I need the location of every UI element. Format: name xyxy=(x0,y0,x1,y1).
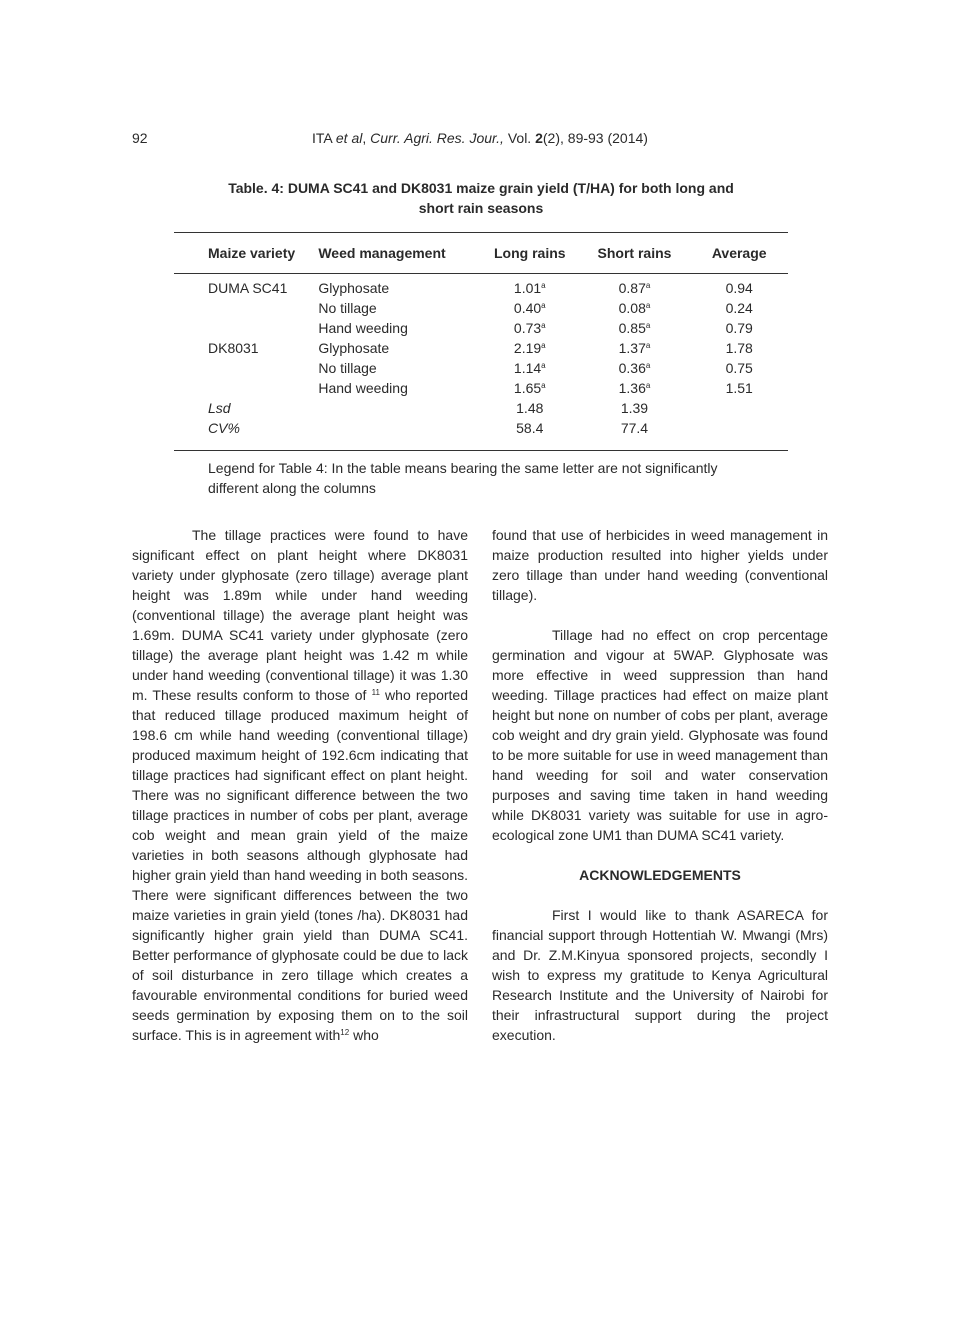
table-bottom-rule xyxy=(174,450,788,451)
cell-long-value: 2.19 xyxy=(513,340,542,356)
table-row xyxy=(174,298,788,318)
col-header-short: Short rains xyxy=(597,245,672,261)
cell-short-value: 0.85 xyxy=(618,320,646,336)
cell-short-value: 1.36 xyxy=(618,380,646,396)
left-text-1: The tillage practices were found to have significant effect on plant height where DK8031 variety under glyphosate (zero tillage) average plant height was 1.89m while under hand weeding (conventional tillage) the average plant height was 1.69m. DUMA SC41 variety under glyphosate (zero tillage) the average plant height was 1.42 m while under hand weeding (conventional tillage) it was 1.30 m. These results conform to those of xyxy=(132,527,468,703)
table-grid xyxy=(174,233,788,273)
lsd-long: 1.48 xyxy=(516,400,544,416)
cell-long xyxy=(481,378,579,398)
cell-long xyxy=(481,278,579,298)
table-header-row xyxy=(174,233,788,273)
cell-variety: DK8031 xyxy=(208,340,259,356)
cell-short xyxy=(579,358,691,378)
body-paragraph xyxy=(132,525,468,1045)
table-caption-line1: Table. 4: DUMA SC41 and DK8031 maize grain yield (T/HA) for both long and xyxy=(228,180,734,196)
cell-average: 1.78 xyxy=(725,340,753,356)
cell-short xyxy=(579,298,691,318)
cell-variety xyxy=(174,318,318,338)
cell-short-value: 1.37 xyxy=(618,340,646,356)
running-header xyxy=(0,130,960,146)
acknowledgements-heading: ACKNOWLEDGEMENTS xyxy=(579,867,741,883)
table-caption-line2: short rain seasons xyxy=(418,200,544,216)
right-column xyxy=(492,525,828,1045)
cv-short: 77.4 xyxy=(620,420,649,436)
body-paragraph-continued: found that use of herbicides in weed management in maize production resulted into higher yields under zero tillage than under hand weeding (conventional tillage). xyxy=(492,527,828,603)
table-caption xyxy=(190,178,772,218)
cell-short-sup: a xyxy=(645,301,651,310)
cell-long-value: 0.40 xyxy=(513,300,542,316)
header-etal: et al xyxy=(335,130,363,146)
header-vol-label: Vol. xyxy=(503,130,536,146)
cell-long-sup: a xyxy=(541,341,546,350)
cell-variety xyxy=(174,298,318,318)
cell-average: 0.79 xyxy=(725,320,753,336)
cell-weed: No tillage xyxy=(318,300,377,316)
cv-long: 58.4 xyxy=(516,420,544,436)
cell-short-value: 0.08 xyxy=(618,300,646,316)
cell-long xyxy=(481,298,579,318)
cell-short xyxy=(579,318,691,338)
cell-long xyxy=(481,358,579,378)
cell-weed: Glyphosate xyxy=(318,280,390,296)
cell-long-sup: a xyxy=(541,361,546,370)
cell-short xyxy=(579,278,691,298)
table-row xyxy=(174,338,788,358)
lsd-short: 1.39 xyxy=(620,400,649,416)
cell-long-sup: a xyxy=(541,321,546,330)
cell-average: 0.75 xyxy=(725,360,753,376)
cell-long-sup: a xyxy=(541,381,546,390)
header-vol-num: 2 xyxy=(535,130,543,146)
table-row xyxy=(174,378,788,398)
cv-label: CV% xyxy=(208,420,240,436)
cell-short-sup: a xyxy=(645,281,651,290)
body-paragraph-conclusion: Tillage had no effect on crop percentage germination and vigour at 5WAP. Glyphosate was more effective in weed suppression than hand weeding. Tillage practices had effect on maize plant height but none on number of cobs per plant, average cob weight and dry grain yield. Glyphosate was found to be more suitable for use in weed management than hand weeding for soil and water conservation purposes and saving time taken in hand weeding while DK8031 variety was suitable for use in agro-ecological zone UM1 than DUMA SC41 variety. xyxy=(492,627,828,843)
col-header-variety: Maize variety xyxy=(208,245,296,261)
cell-long xyxy=(481,318,579,338)
cell-variety: DUMA SC41 xyxy=(208,280,288,296)
header-issue-pages: (2), 89-93 (2014) xyxy=(542,130,648,146)
header-authors: ITA xyxy=(312,130,336,146)
cell-average: 1.51 xyxy=(725,380,753,396)
table-body xyxy=(174,274,788,450)
cell-long-sup: a xyxy=(541,301,546,310)
left-text-2: who reported that reduced tillage produced maximum height of 198.6 cm while hand weeding (conventional tillage) produced maximum height of 192.6cm indicating that tillage practices had significant effect on plant height. There was no significant difference between the two tillage practices in number of cobs per plant, average cob weight and mean grain yield of the maize varieties in both seasons although glyphosate had higher grain yield than hand weeding in both seasons. There were significant differences between the two maize varieties in grain yield (tones /ha). DK8031 had significantly higher grain yield than DUMA SC41. Better performance of glyphosate could be due to lack of soil disturbance in zero tillage which creates a favourable environmental conditions for buried weed seeds germination by exposing them on to the soil surface. This is in agreement with xyxy=(132,687,469,1043)
header-sep: , xyxy=(362,130,371,146)
cell-short xyxy=(579,378,691,398)
cell-weed: Hand weeding xyxy=(318,320,408,336)
cell-long-value: 1.65 xyxy=(513,380,542,396)
cell-short-sup: a xyxy=(645,381,651,390)
left-text-3: who xyxy=(349,1027,379,1043)
cv-row xyxy=(174,418,788,438)
cell-long-value: 1.14 xyxy=(513,360,542,376)
header-journal: Curr. Agri. Res. Jour., xyxy=(370,130,504,146)
cell-short-sup: a xyxy=(645,321,651,330)
table-legend-line2: different along the columns xyxy=(208,480,376,496)
cell-short xyxy=(579,338,691,358)
cell-weed: Hand weeding xyxy=(318,380,408,396)
cell-long xyxy=(481,338,579,358)
cell-weed: No tillage xyxy=(318,360,377,376)
col-header-average: Average xyxy=(711,245,767,261)
table-row xyxy=(174,318,788,338)
left-column xyxy=(132,525,468,1045)
cell-variety xyxy=(174,358,318,378)
table-row xyxy=(174,278,788,298)
cell-short-sup: a xyxy=(645,361,651,370)
cell-average: 0.94 xyxy=(725,280,753,296)
citation-11: 11 xyxy=(371,688,380,697)
cell-average: 0.24 xyxy=(725,300,753,316)
col-header-long: Long rains xyxy=(493,245,566,261)
lsd-row xyxy=(174,398,788,418)
cell-short-sup: a xyxy=(645,341,651,350)
cell-short-value: 0.87 xyxy=(618,280,646,296)
cell-long-value: 1.01 xyxy=(513,280,542,296)
lsd-label: Lsd xyxy=(208,400,231,416)
cell-long-sup: a xyxy=(541,281,546,290)
citation-12: 12 xyxy=(340,1028,350,1037)
table-legend-line1: Legend for Table 4: In the table means bearing the same letter are not significantly xyxy=(208,460,718,476)
cell-weed: Glyphosate xyxy=(318,340,390,356)
table-legend xyxy=(208,458,768,498)
col-header-weed: Weed management xyxy=(318,245,446,261)
cell-variety xyxy=(174,378,318,398)
page-number: 92 xyxy=(132,130,148,146)
cell-long-value: 0.73 xyxy=(513,320,542,336)
cell-short-value: 0.36 xyxy=(618,360,646,376)
acknowledgements-paragraph: First I would like to thank ASARECA for financial support through Hottentiah W. Mwangi (Mrs) and Dr. Z.M.Kinyua sponsored projects, secondly I wish to express my gratitude to Kenya Agricultural Research Institute and the University of Nairobi for their infrastructural support during the project execution. xyxy=(492,907,828,1043)
yield-table xyxy=(174,232,788,451)
table-row xyxy=(174,358,788,378)
